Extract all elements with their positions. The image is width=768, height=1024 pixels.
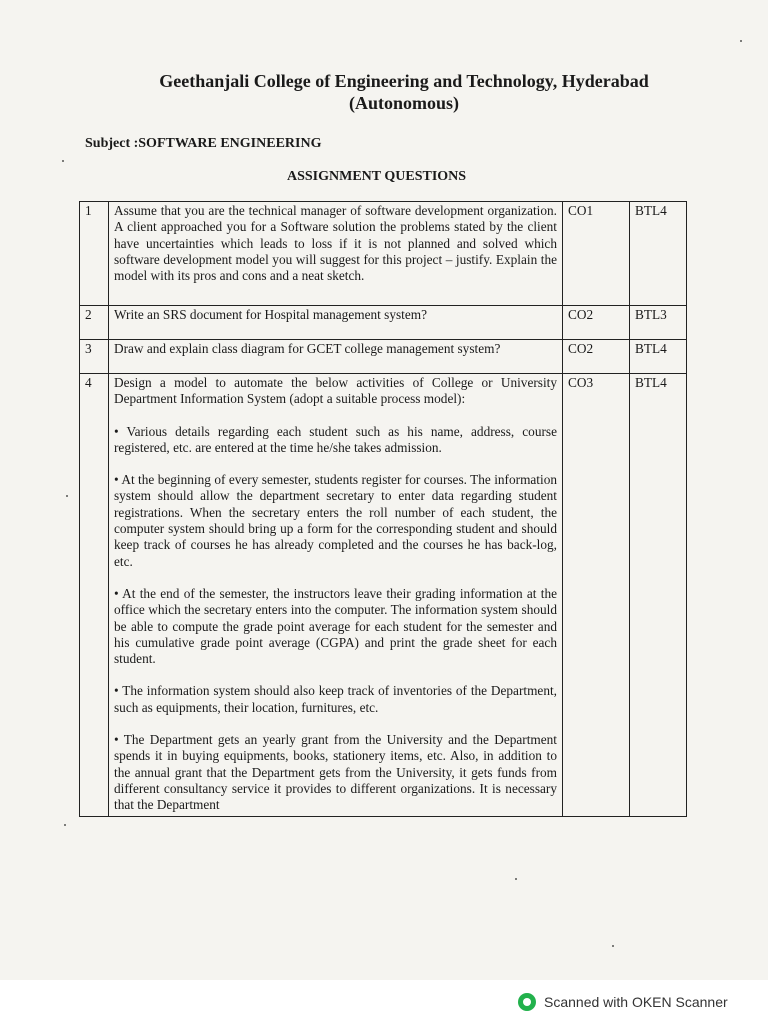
course-outcome: CO3 xyxy=(563,374,630,817)
scan-speck xyxy=(66,495,68,497)
course-outcome: CO2 xyxy=(563,306,630,340)
college-name: Geethanjali College of Engineering and Technology, Hyderabad xyxy=(159,71,649,91)
question-text: Draw and explain class diagram for GCET college management system? xyxy=(109,340,563,374)
section-title: ASSIGNMENT QUESTIONS xyxy=(287,169,467,184)
bloom-level: BTL4 xyxy=(630,340,687,374)
questions-table xyxy=(79,201,687,817)
table-row xyxy=(80,340,687,374)
bullet-item: • The Department gets an yearly grant from the University and the Department spends it in buying equipments, books, stationery items, etc. Also, in addition to the annual grant that the Department gets from the University, it gets funds from different consultancy service it provides to different organizations. It is necessary that the Department xyxy=(114,732,557,813)
scanner-watermark xyxy=(518,993,728,1011)
scan-speck xyxy=(62,160,64,162)
question-number: 3 xyxy=(80,340,109,374)
bullet-item: • At the beginning of every semester, students register for courses. The information system should allow the department secretary to enter data regarding student registrations. When the secretary enters the roll number of each student, the computer system should bring up a form for the corresponding student and should keep track of courses he has already completed and the courses he has back-log, etc. xyxy=(114,472,557,569)
bullet-item: • Various details regarding each student such as his name, address, course registered, etc. are entered at the time he/she takes admission. xyxy=(114,423,557,455)
question-number: 2 xyxy=(80,306,109,340)
bullet-item: • The information system should also keep track of inventories of the Department, such as equipments, their location, furnitures, etc. xyxy=(114,683,557,715)
table-row xyxy=(80,202,687,306)
oken-scanner-icon xyxy=(518,993,536,1011)
scan-speck xyxy=(740,40,742,42)
college-status: (Autonomous) xyxy=(348,93,459,113)
question-text xyxy=(109,374,563,817)
course-outcome: CO1 xyxy=(563,202,630,306)
bullet-item: • At the end of the semester, the instructors leave their grading information at the office which the secretary enters into the computer. The information system should be able to compute the grade point average for each student for the semester and his cumulative grade point average (CGPA) and print the grade sheet for each student. xyxy=(114,585,557,667)
question-intro: Design a model to automate the below activities of College or University Department Information System (adopt a suitable process model): xyxy=(114,375,557,407)
bloom-level: BTL4 xyxy=(630,202,687,306)
bloom-level: BTL4 xyxy=(630,374,687,817)
subject-line: Subject :SOFTWARE ENGINEERING xyxy=(85,136,322,151)
question-text: Write an SRS document for Hospital management system? xyxy=(109,306,563,340)
table-row xyxy=(80,374,687,817)
table-row xyxy=(80,306,687,340)
question-number: 4 xyxy=(80,374,109,817)
scan-speck xyxy=(515,878,517,880)
course-outcome: CO2 xyxy=(563,340,630,374)
scan-speck xyxy=(64,824,66,826)
scanner-text: Scanned with OKEN Scanner xyxy=(544,994,728,1010)
question-number: 1 xyxy=(80,202,109,306)
bloom-level: BTL3 xyxy=(630,306,687,340)
question-text: Assume that you are the technical manager of software development organization. A client approached you for a Software solution the problems stated by the client have uncertainties which leads to loss if it is not planned and solved which software development model you will suggest for this project – justify. Explain the model with its pros and cons and a neat sketch. xyxy=(109,202,563,306)
scan-speck xyxy=(612,945,614,947)
